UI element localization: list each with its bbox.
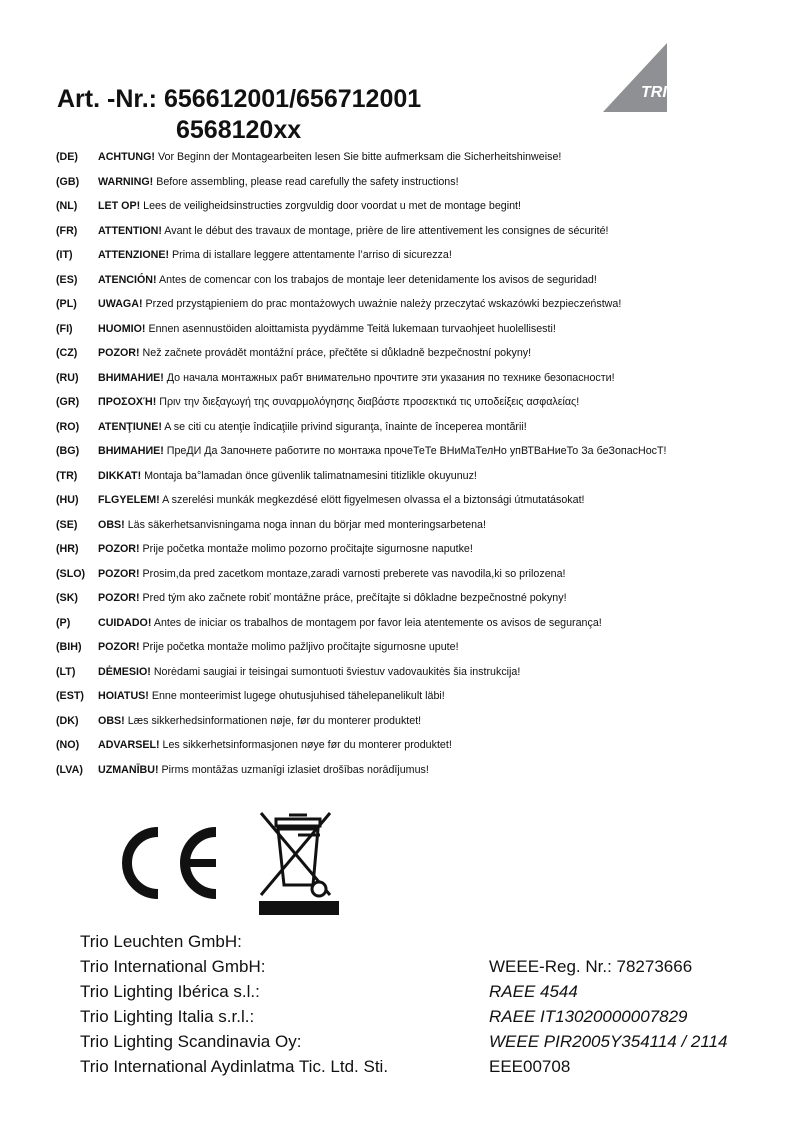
- safety-warning-row: [56, 616, 746, 641]
- warning-title: ATENŢIUNE!: [98, 420, 162, 433]
- country-code: (BIH): [56, 641, 82, 653]
- country-code: (HR): [56, 543, 79, 555]
- warning-body: Πριν την διεξαγωγή της συναρμολόγησης διαβάστε προσεκτικά τις υποδείξεις ασφαλείας!: [156, 396, 580, 408]
- country-code: (GB): [56, 175, 80, 188]
- safety-warning-row: [56, 518, 746, 543]
- warning-title: POZOR!: [98, 543, 140, 555]
- warning-text: [98, 444, 746, 458]
- safety-warning-row: [56, 273, 746, 298]
- warning-text: [98, 714, 746, 728]
- warning-body: Pirms montāžas uzmanīgi izlasiet drošības norādījumus!: [158, 763, 429, 776]
- safety-warning-row: [56, 224, 746, 249]
- country-code: (BG): [56, 445, 80, 457]
- country-code: (SLO): [56, 567, 86, 580]
- warning-text: [98, 591, 746, 605]
- warning-title: ΠΡΟΣΟΧΉ!: [98, 396, 157, 408]
- warning-text: [98, 150, 746, 164]
- warning-text: [98, 640, 746, 654]
- warning-title: DIKKAT!: [98, 469, 142, 482]
- trio-logo-triangle: [603, 43, 667, 112]
- article-number-title: Art. -Nr.: 656612001/656712001: [57, 85, 422, 113]
- multilingual-safety-warnings: [56, 150, 746, 787]
- company-line: Trio Lighting Scandinavia Oy:: [80, 1032, 302, 1051]
- country-code: (CZ): [56, 347, 78, 359]
- company-line: Trio Lighting Ibérica s.l.:: [80, 982, 260, 1001]
- bin-lid: [276, 819, 320, 826]
- ce-e-bar: [182, 859, 216, 867]
- warning-text: [98, 248, 746, 262]
- country-code: (PL): [56, 298, 77, 310]
- warning-title: ACHTUNG!: [98, 151, 155, 163]
- registration-line: EEE00708: [489, 1057, 571, 1076]
- country-code: (IT): [56, 249, 73, 261]
- safety-warning-row: [56, 420, 746, 445]
- warning-text: [98, 689, 746, 703]
- warning-title: ATTENTION!: [98, 224, 162, 237]
- warning-title: ADVARSEL!: [98, 739, 160, 751]
- warning-text: [98, 224, 746, 238]
- safety-warning-row: [56, 591, 746, 616]
- country-code: (SK): [56, 592, 78, 604]
- warning-body: Prije početka montaže molimo pažljivo pročitajte sigurnosne upute!: [139, 641, 459, 653]
- country-code: (RU): [56, 371, 79, 384]
- warning-title: UZMANĪBU!: [98, 763, 159, 776]
- warning-title: ВНИМАНИЕ!: [98, 371, 164, 384]
- article-number-continuation: 6568120xx: [176, 116, 302, 144]
- country-code: (LVA): [56, 763, 83, 776]
- safety-warning-row: [56, 371, 746, 396]
- warning-body: До начала монтажных рабт внимательно прочтите эти указания по технике безопасности!: [163, 371, 615, 384]
- registration-list: [489, 954, 727, 1079]
- safety-warning-row: [56, 322, 746, 347]
- warning-text: [98, 395, 746, 409]
- country-code: (FI): [56, 322, 73, 335]
- warning-text: [98, 371, 746, 385]
- warning-text: [98, 322, 746, 336]
- warning-title: ATTENZIONE!: [98, 249, 170, 261]
- warning-body: Prima di istallare leggere attentamente l’arriso di sicurezza!: [169, 249, 452, 261]
- warning-text: [98, 199, 746, 213]
- warning-body: Ennen asennustöiden aloittamista pyydämme Teitä lukemaan turvaohjeet huolellisesti!: [145, 322, 556, 335]
- warning-body: A se citi cu atenţie îndicaţiile privind siguranţa, înainte de începerea montării!: [161, 420, 527, 433]
- warning-body: Než začnete provádět montážní práce, přečtěte si důkladně bezpečnostní pokyny!: [139, 347, 532, 359]
- safety-warning-row: [56, 738, 746, 763]
- country-code: (DE): [56, 151, 78, 163]
- warning-body: Läs säkerhetsanvisningama noga innan du börjar med monteringsarbetena!: [124, 518, 486, 531]
- warning-body: Prosim,da pred zacetkom montaze,zaradi varnosti preberete vas navodila,ki so prilozena!: [139, 567, 566, 580]
- safety-warning-row: [56, 542, 746, 567]
- warning-title: OBS!: [98, 518, 125, 531]
- safety-warning-row: [56, 395, 746, 420]
- country-code: (SE): [56, 518, 78, 531]
- warning-body: Montaja ba°lamadan önce güvenlik talimatnamesini titizlikle okuyunuz!: [141, 469, 477, 482]
- country-code: (NO): [56, 739, 80, 751]
- country-code: (FR): [56, 224, 78, 237]
- trio-logo-text: TRIO: [641, 84, 680, 101]
- warning-title: WARNING!: [98, 175, 154, 188]
- warning-title: POZOR!: [98, 567, 140, 580]
- safety-warning-row: [56, 689, 746, 714]
- warning-text: [98, 346, 746, 360]
- country-code: (GR): [56, 396, 80, 408]
- safety-warning-row: [56, 175, 746, 200]
- warning-body: Les sikkerhetsinformasjonen nøye før du monterer produktet!: [159, 739, 452, 751]
- warning-title: HOIATUS!: [98, 690, 149, 702]
- warning-body: Before assembling, please read carefully the safety instructions!: [153, 175, 459, 188]
- trio-logo: [603, 43, 700, 115]
- warning-text: [98, 273, 746, 287]
- company-line: Trio Leuchten GmbH:: [80, 932, 242, 951]
- warning-body: Pred tým ako začnete robiť montážne práce, prečítajte si dôkladne bezpečnostné pokyny!: [139, 592, 567, 604]
- safety-warning-row: [56, 763, 746, 788]
- safety-warning-row: [56, 346, 746, 371]
- warning-body: Norėdami saugiai ir teisingai sumontuoti šviestuv vadovaukitės šia instrukcija!: [150, 665, 521, 678]
- ce-mark: [118, 824, 223, 902]
- country-code: (NL): [56, 200, 78, 212]
- company-list: [80, 929, 388, 1079]
- safety-warning-row: [56, 665, 746, 690]
- registration-line: RAEE IT13020000007829: [489, 1007, 688, 1026]
- country-code: (RO): [56, 420, 80, 433]
- country-code: (HU): [56, 494, 79, 506]
- warning-body: Antes de iniciar os trabalhos de montagem por favor leia atentemente os avisos de segurança!: [151, 616, 602, 629]
- warning-title: POZOR!: [98, 592, 140, 604]
- bin-bar: [259, 901, 339, 915]
- warning-title: ВНИМАНИЕ!: [98, 445, 164, 457]
- warning-text: [98, 420, 746, 434]
- warning-title: ATENCIÓN!: [98, 273, 157, 286]
- country-code: (P): [56, 616, 71, 629]
- company-line: Trio International GmbH:: [80, 957, 266, 976]
- warning-text: [98, 518, 746, 532]
- warning-body: Læs sikkerhedsinformationen nøje, før du monterer produktet!: [124, 714, 422, 727]
- warning-text: [98, 763, 746, 777]
- safety-warning-row: [56, 714, 746, 739]
- company-line: Trio Lighting Italia s.r.l.:: [80, 1007, 255, 1026]
- warning-text: [98, 738, 746, 752]
- warning-title: HUOMIO!: [98, 322, 146, 335]
- warning-text: [98, 493, 746, 507]
- warning-title: DĖMESIO!: [98, 665, 151, 678]
- warning-title: OBS!: [98, 714, 125, 727]
- safety-warning-row: [56, 150, 746, 175]
- warning-body: Enne monteerimist lugege ohutusjuhised tähelepanelikult läbi!: [148, 690, 445, 702]
- warning-body: Antes de comencar con los trabajos de montaje leer detenidamente los avisos de seguridad!: [156, 273, 597, 286]
- warning-text: [98, 616, 746, 630]
- safety-warning-row: [56, 640, 746, 665]
- country-code: (LT): [56, 665, 76, 678]
- company-line: Trio International Aydinlatma Tic. Ltd. Sti.: [80, 1057, 389, 1076]
- registration-line: RAEE 4544: [489, 982, 578, 1001]
- warning-body: A szerelési munkák megkezdésé elött figyelmesen olvassa el a biztonsági útmutatásokat!: [159, 494, 585, 506]
- warning-text: [98, 567, 746, 581]
- warning-body: Przed przystąpieniem do prac montażowych uważnie należy przeczytać wskazówki bezpieczeństwa!: [142, 298, 622, 310]
- safety-warning-row: [56, 469, 746, 494]
- warning-body: Avant le début des travaux de montage, prière de lire attentivement les consignes de sécurité!: [161, 224, 609, 237]
- safety-warning-row: [56, 248, 746, 273]
- registration-line: WEEE-Reg. Nr.: 78273666: [489, 957, 693, 976]
- warning-body: Vor Beginn der Montagearbeiten lesen Sie bitte aufmerksam die Sicherheitshinweise!: [155, 151, 562, 163]
- ce-c-shape: [127, 832, 158, 894]
- country-code: (DK): [56, 714, 79, 727]
- safety-warning-row: [56, 567, 746, 592]
- warning-text: [98, 175, 746, 189]
- safety-warning-row: [56, 199, 746, 224]
- warning-body: Prije početka montaže molimo pozorno pročitajte sigurnosne naputke!: [139, 543, 473, 555]
- warning-title: CUIDADO!: [98, 616, 152, 629]
- warning-text: [98, 469, 746, 483]
- country-code: (TR): [56, 469, 78, 482]
- warning-body: Lees de veiligheidsinstructies zorgvuldig door voordat u met de montage begint!: [140, 200, 521, 212]
- country-code: (EST): [56, 690, 84, 702]
- warning-title: POZOR!: [98, 347, 140, 359]
- warning-title: UWAGA!: [98, 298, 143, 310]
- warning-title: POZOR!: [98, 641, 140, 653]
- safety-warning-row: [56, 444, 746, 469]
- warning-title: FLGYELEM!: [98, 494, 160, 506]
- warning-title: LET OP!: [98, 200, 141, 212]
- warning-body: ПреДИ Да Започнете работите по монтажа прочеТеТе ВНиМаТелНо упВТВаНиеТо За беЗопасНосТ!: [163, 445, 667, 457]
- country-code: (ES): [56, 273, 78, 286]
- registration-line: WEEE PIR2005Y354114 / 2114: [489, 1032, 728, 1051]
- crossed-out-wheelie-bin-icon: [258, 807, 340, 916]
- warning-text: [98, 665, 746, 679]
- safety-warning-row: [56, 297, 746, 322]
- warning-text: [98, 297, 746, 311]
- warning-text: [98, 542, 746, 556]
- safety-warning-row: [56, 493, 746, 518]
- bin-wheel: [312, 882, 326, 896]
